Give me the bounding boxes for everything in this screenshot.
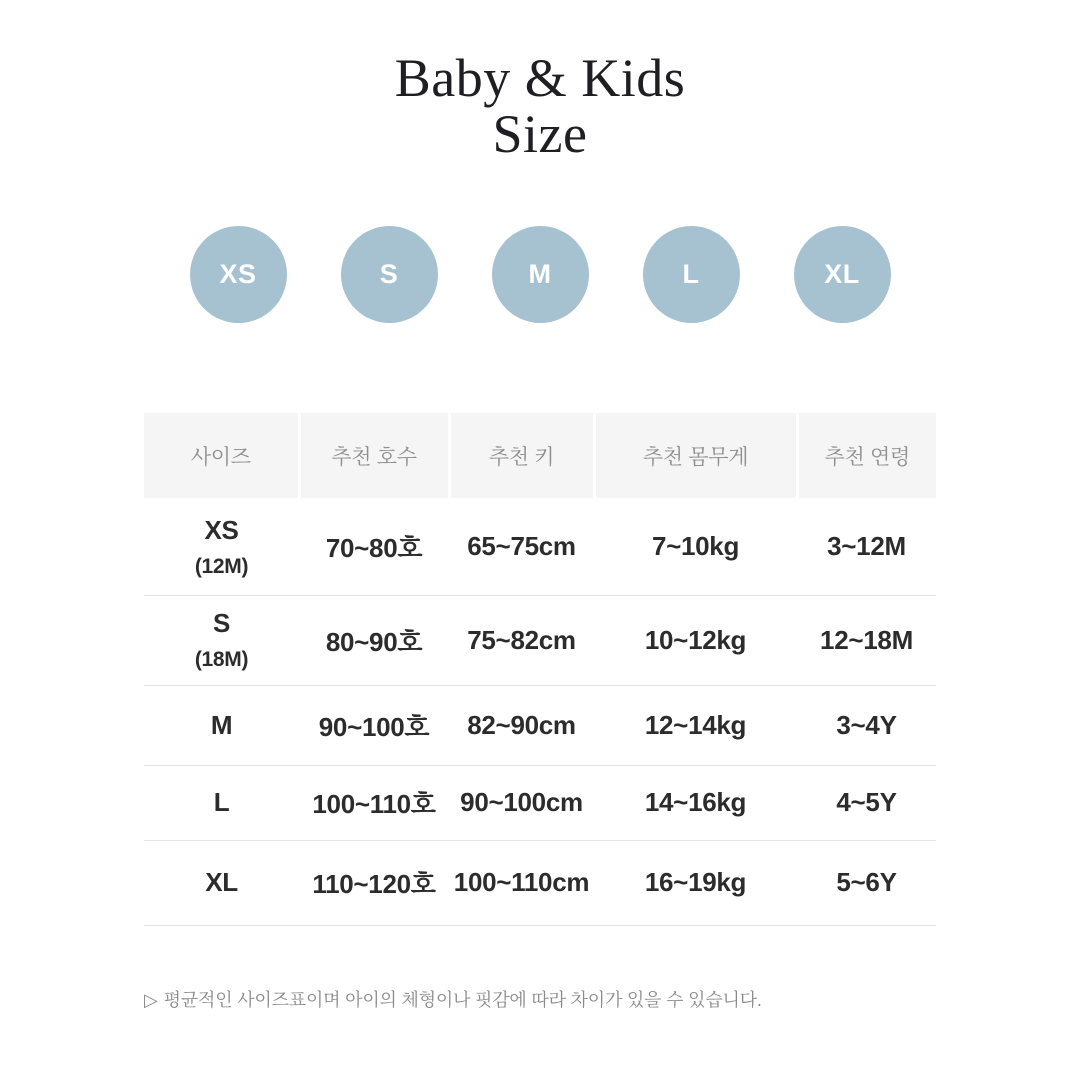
size-label: XL	[205, 867, 238, 898]
triangle-right-icon: ▷	[144, 989, 158, 1010]
cell-weight: 12~14kg	[594, 685, 797, 765]
size-label: XS	[204, 514, 239, 545]
cell-height: 65~75cm	[449, 498, 594, 595]
column-header-number: 추천 호수	[299, 413, 449, 498]
size-disclaimer	[144, 986, 936, 1012]
cell-weight: 7~10kg	[594, 498, 797, 595]
cell-age: 5~6Y	[797, 840, 936, 925]
size-badge-xl: XL	[794, 226, 891, 323]
size-sub-label: (12M)	[194, 554, 249, 578]
cell-weight: 16~19kg	[594, 840, 797, 925]
size-badge-l: L	[643, 226, 740, 323]
page-title-line2: Size	[492, 104, 588, 165]
table-row-l	[144, 765, 936, 840]
cell-number: 110~120호	[299, 840, 449, 925]
table-row-xl	[144, 840, 936, 925]
cell-size	[144, 498, 299, 595]
size-label: M	[210, 709, 233, 740]
column-header-size: 사이즈	[144, 413, 299, 498]
cell-height: 90~100cm	[449, 765, 594, 840]
size-guide-panel	[0, 50, 1080, 1080]
cell-number: 100~110호	[299, 765, 449, 840]
size-disclaimer-text: 평균적인 사이즈표이며 아이의 체형이나 핏감에 따라 차이가 있을 수 있습니다.	[163, 989, 762, 1010]
cell-number: 90~100호	[299, 685, 449, 765]
size-badges-row	[0, 226, 1080, 323]
cell-size	[144, 595, 299, 685]
cell-number: 70~80호	[299, 498, 449, 595]
cell-age: 12~18M	[797, 595, 936, 685]
size-label: L	[213, 787, 230, 818]
cell-age: 3~4Y	[797, 685, 936, 765]
size-badge-s: S	[341, 226, 438, 323]
size-table	[144, 413, 936, 926]
page-title-line1: Baby & Kids	[394, 48, 686, 108]
size-table-header-row	[144, 413, 936, 498]
cell-size	[144, 765, 299, 840]
cell-age: 3~12M	[797, 498, 936, 595]
column-header-weight: 추천 몸무게	[594, 413, 797, 498]
column-header-age: 추천 연령	[797, 413, 936, 498]
size-label: S	[212, 608, 231, 639]
column-header-height: 추천 키	[449, 413, 594, 498]
cell-size	[144, 685, 299, 765]
table-row-xs	[144, 498, 936, 595]
cell-weight: 14~16kg	[594, 765, 797, 840]
table-row-m	[144, 685, 936, 765]
size-badge-xs: XS	[190, 226, 287, 323]
page-title	[0, 48, 1080, 165]
cell-weight: 10~12kg	[594, 595, 797, 685]
cell-height: 75~82cm	[449, 595, 594, 685]
cell-height: 82~90cm	[449, 685, 594, 765]
size-sub-label: (18M)	[194, 648, 249, 672]
cell-height: 100~110cm	[449, 840, 594, 925]
table-row-s	[144, 595, 936, 685]
cell-age: 4~5Y	[797, 765, 936, 840]
size-badge-m: M	[492, 226, 589, 323]
cell-number: 80~90호	[299, 595, 449, 685]
cell-size	[144, 840, 299, 925]
